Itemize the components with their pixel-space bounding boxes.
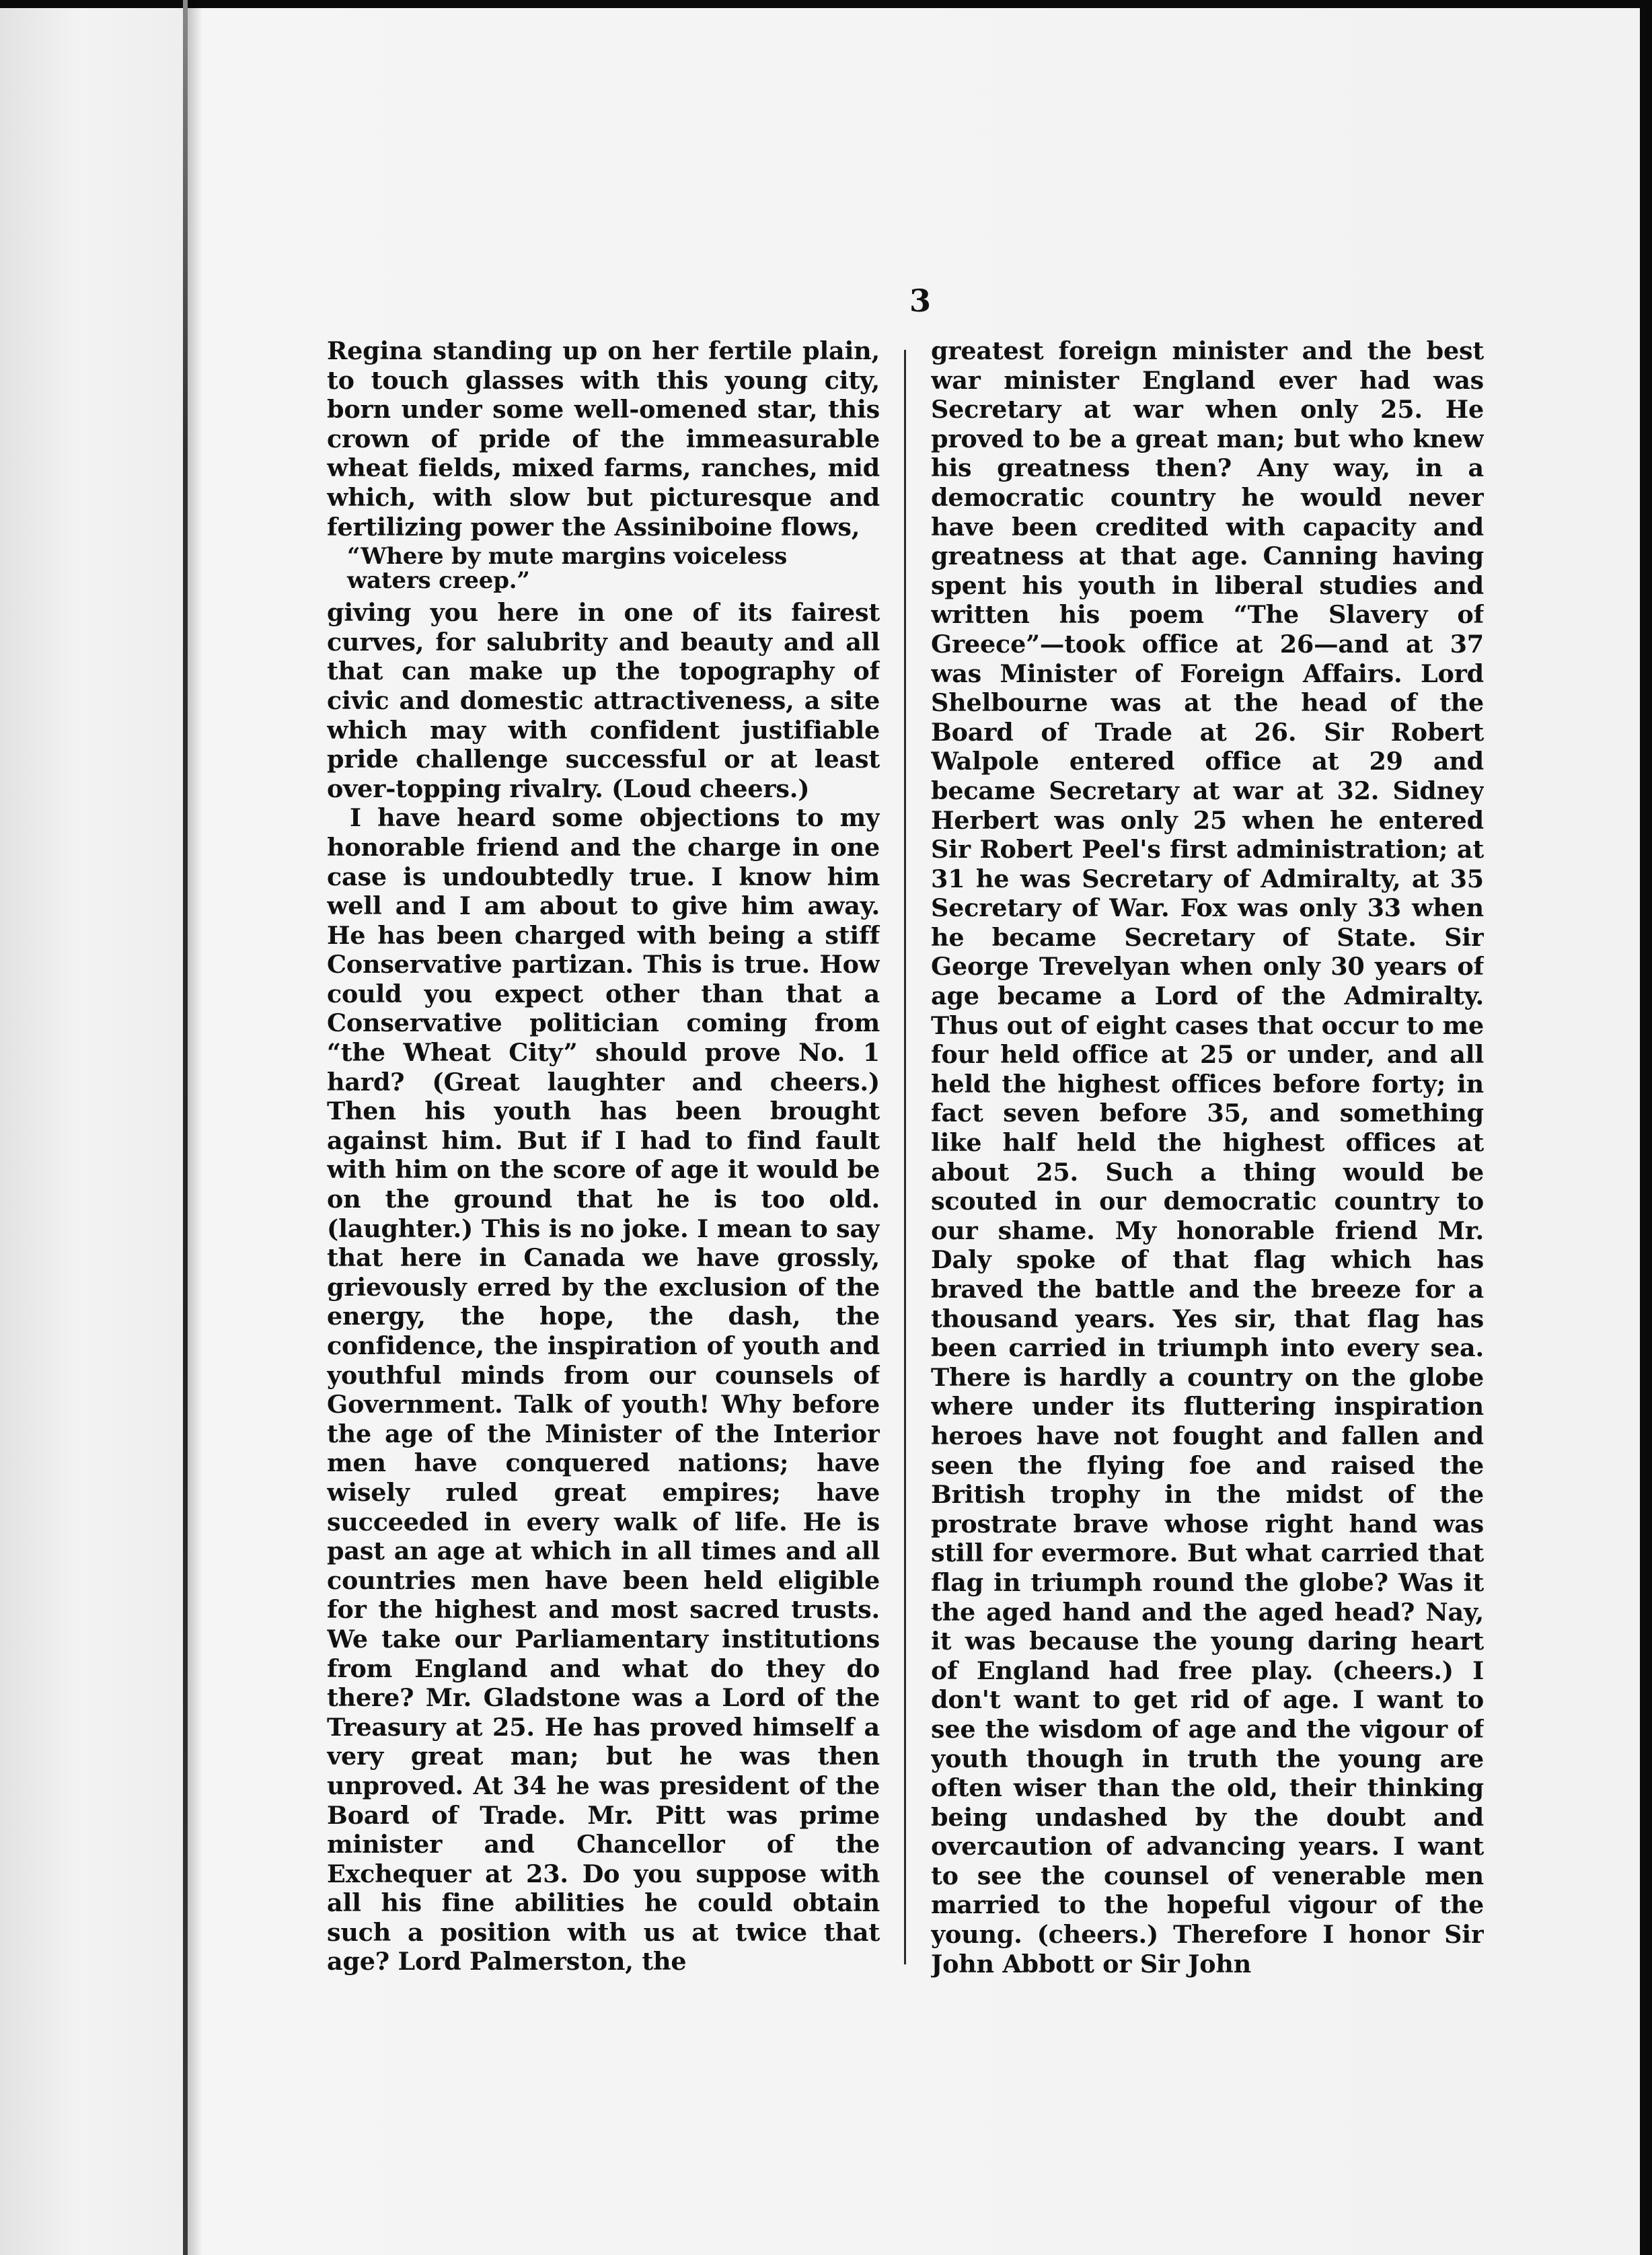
right-paragraph-1: greatest foreign minister and the best war minister England ever had was Secretary at war when only 25. He proved to be a great man; but who knew his greatness then? Any way, in a democratic country he would never have been credited with capacity and greatness at that age. Canning having spent his youth in liberal studies and written his poem “The Slavery of Greece”—took office at 26—and at 37 was Minister of Foreign Affairs. Lord Shelbourne was at the head of the Board of Trade at 26. Sir Robert Walpole entered office at 29 and became Secretary at war at 32. Sidney Herbert was only 25 when he entered Sir Robert Peel's first administration; at 31 he was Secretary of Admiralty, at 35 Secretary of War. Fox was only 33 when he became Secretary of State. Sir George Trevelyan when only 30 years of age became a Lord of the Admiralty. Thus out of eight cases that occur to me four held office at 25 or under, and all held the highest offices before forty; in fact seven before 35, and something like half held the highest offices at about 25. Such a thing would be scouted in our democratic country to our shame. My honorable friend Mr. Daly spoke of that flag which has braved the battle and the breeze for a thousand years. Yes sir, that flag has been carried in triumph into every sea. There is hardly a country on the globe where under its fluttering inspiration heroes have not fought and fallen and seen the flying foe and raised the British trophy in the midst of the prostrate brave whose right hand was still for evermore. But what carried that flag in triumph round the globe? Was it the aged hand and the aged head? Nay, it was because the young daring heart of England had free play. (cheers.) I don't want to get rid of age. I want to see the wisdom of age and the vigour of youth though in truth the young are often wiser than the old, their thinking being undashed by the doubt and overcaution of advancing years. I want to see the counsel of venerable men married to the hopeful vigour of the young. (cheers.) Therefore I honor Sir John Abbott or Sir John: [931, 336, 1484, 1978]
scan-right-border: [1640, 0, 1652, 2255]
left-paragraph-1: Regina standing up on her fertile plain, to touch glasses with this young city, born under some well-omened star, this crown of pride of the immeasurable wheat fields, mixed farms, ranches, mid which, with slow but picturesque and fertilizing power the Assiniboine flows,: [327, 336, 880, 542]
left-text-column: [327, 336, 880, 1978]
left-paragraph-3: I have heard some objections to my honorable friend and the charge in one case is undoubtedly true. I know him well and I am about to give him away. He has been charged with being a stiff Conservative partizan. This is true. How could you expect other than that a Conservative politician coming from “the Wheat City” should prove No. 1 hard? (Great laughter and cheers.) Then his youth has been brought against him. But if I had to find fault with him on the score of age it would be on the ground that he is too old. (laughter.) This is no joke. I mean to say that here in Canada we have grossly, grievously erred by the exclusion of the energy, the hope, the dash, the confidence, the inspiration of youth and youthful minds from our counsels of Government. Talk of youth! Why before the age of the Minister of the Interior men have conquered nations; have wisely ruled great empires; have succeeded in every walk of life. He is past an age at which in all times and all countries men have been held eligible for the highest and most sacred trusts. We take our Parliamentary institutions from England and what do they do there? Mr. Gladstone was a Lord of the Treasury at 25. He has proved himself a very great man; but he was then unproved. At 34 he was president of the Board of Trade. Mr. Pitt was prime minister and Chancellor of the Exchequer at 23. Do you suppose with all his fine abilities he could obtain such a position with us at twice that age? Lord Palmerston, the: [327, 803, 880, 1976]
binding-fold-line: [183, 0, 188, 2255]
binding-fold-shadow: [188, 0, 202, 2255]
left-paragraph-2: giving you here in one of its fairest curves, for salubrity and beauty and all that can make up the topography of civic and domestic attractiveness, a site which may with confident justifiable pride challenge successful or at least over-topping rivalry. (Loud cheers.): [327, 598, 880, 803]
right-text-column: [931, 336, 1484, 1978]
left-quotation: “Where by mute margins voiceless waters creep.”: [347, 543, 788, 595]
scan-top-border: [0, 0, 1652, 8]
column-divider: [904, 350, 906, 1964]
page-number: 3: [909, 283, 932, 319]
